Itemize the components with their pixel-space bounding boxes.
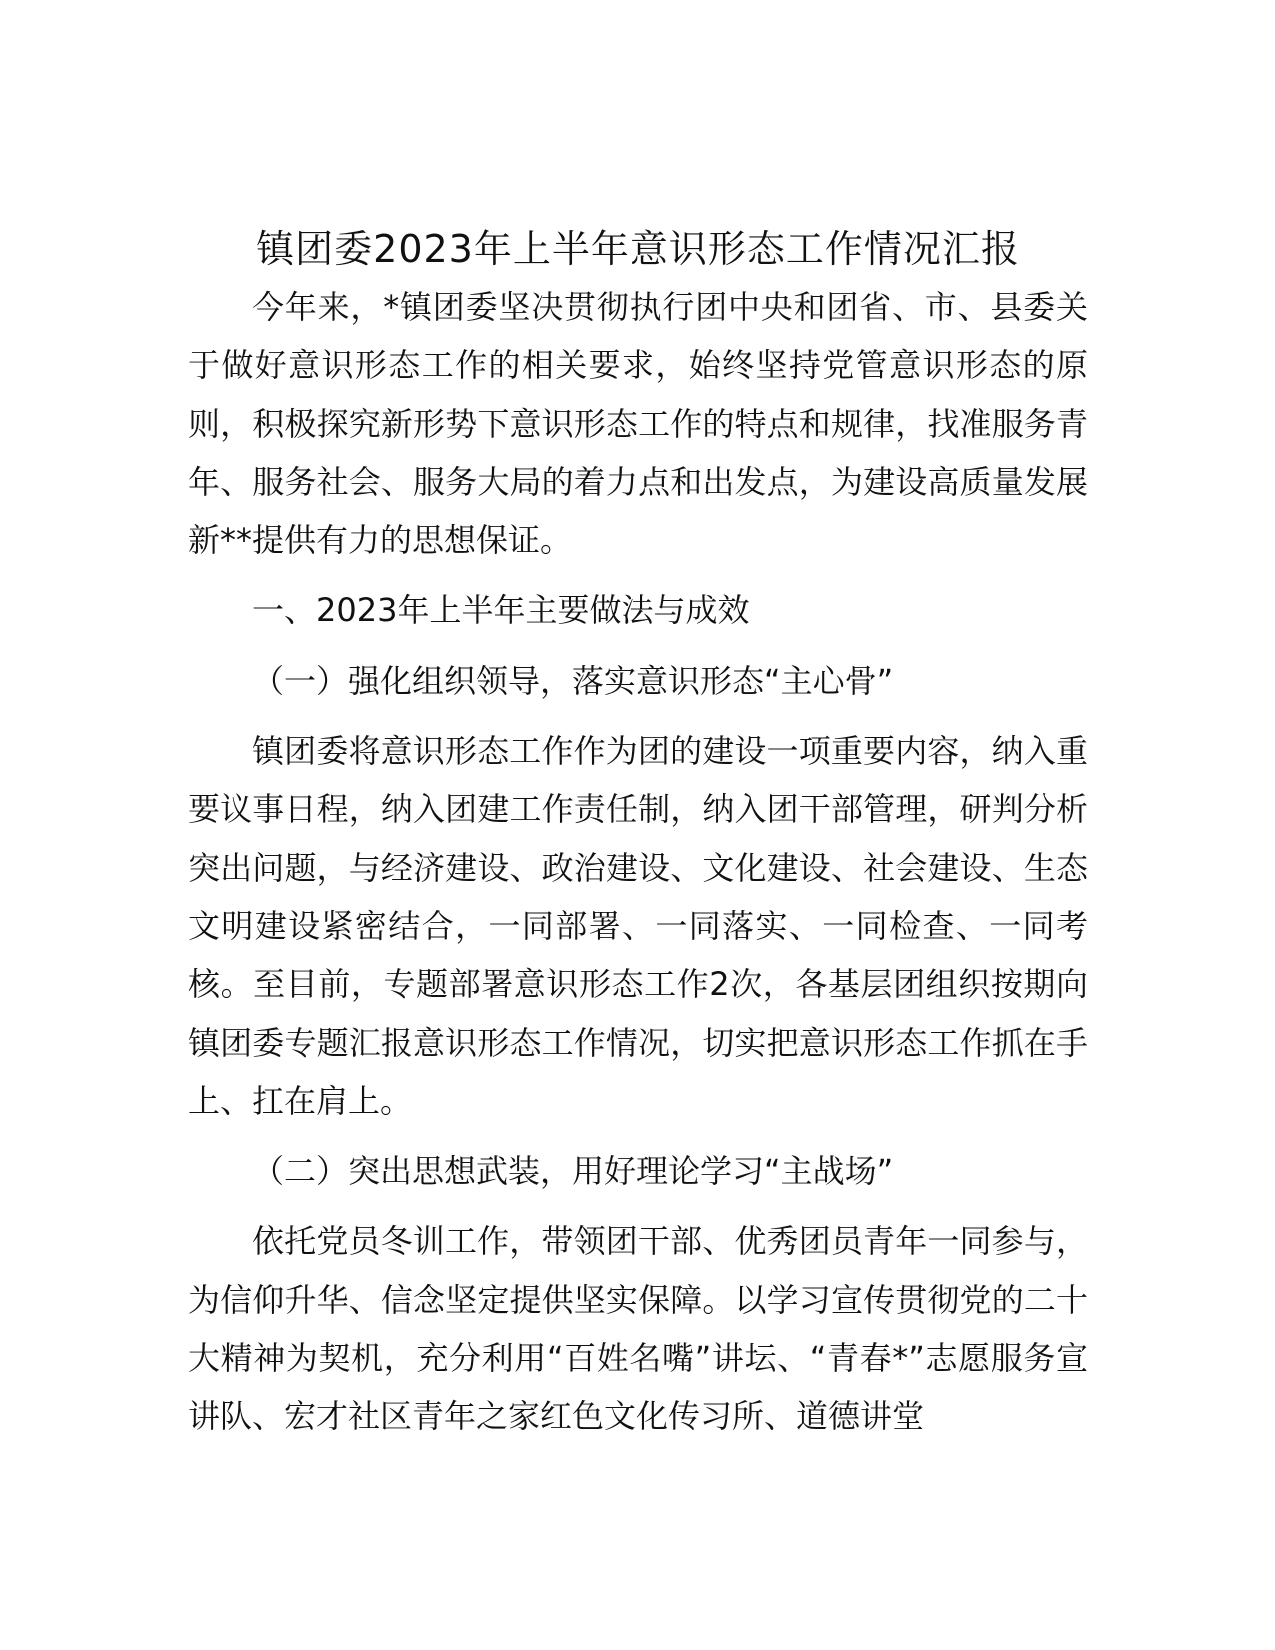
subsection-heading-2: （二）突出思想武装，用好理论学习“主战场”	[252, 1152, 894, 1191]
document-title: 镇团委2023年上半年意识形态工作情况汇报	[256, 227, 1020, 271]
body-paragraph-1: 镇团委将意识形态工作作为团的建设一项重要内容，纳入重要议事日程，纳入团建工作责任制，纳入团干部管理，研判分析突出问题，与经济建设、政治建设、文化建设、社会建设、生态文明建设紧密结合，一同部署、一同落实、一同检查、一同考核。至目前，专题部署意识形态工作2次，各基层团组织按期向镇团委专题汇报意识形态工作情况，切实把意识形态工作抓在手上、扛在肩上。	[188, 732, 1088, 1120]
section-heading-1: 一、2023年上半年主要做法与成效	[252, 591, 750, 630]
paragraph-gap	[188, 640, 1088, 652]
intro-paragraph: 今年来，*镇团委坚决贯彻执行团中央和团省、市、县委关于做好意识形态工作的相关要求，始终坚持党管意识形态的原则，积极探究新形势下意识形态工作的特点和规律，找准服务青年、服务社会、服务大局的着力点和出发点，为建设高质量发展新**提供有力的思想保证。	[188, 288, 1088, 560]
document-body	[188, 220, 1088, 1446]
paragraph-gap	[188, 1200, 1088, 1212]
body-paragraph-2: 依托党员冬训工作，带领团干部、优秀团员青年一同参与，为信仰升华、信念坚定提供坚实保障。以学习宣传贯彻党的二十大精神为契机，充分利用“百姓名嘴”讲坛、“青春*”志愿服务宣讲队、宏才社区青年之家红色文化传习所、道德讲堂	[188, 1222, 1088, 1436]
paragraph-gap	[188, 569, 1088, 581]
paragraph-gap	[188, 1130, 1088, 1142]
paragraph-gap	[188, 710, 1088, 722]
subsection-heading-1: （一）强化组织领导，落实意识形态“主心骨”	[252, 661, 894, 700]
